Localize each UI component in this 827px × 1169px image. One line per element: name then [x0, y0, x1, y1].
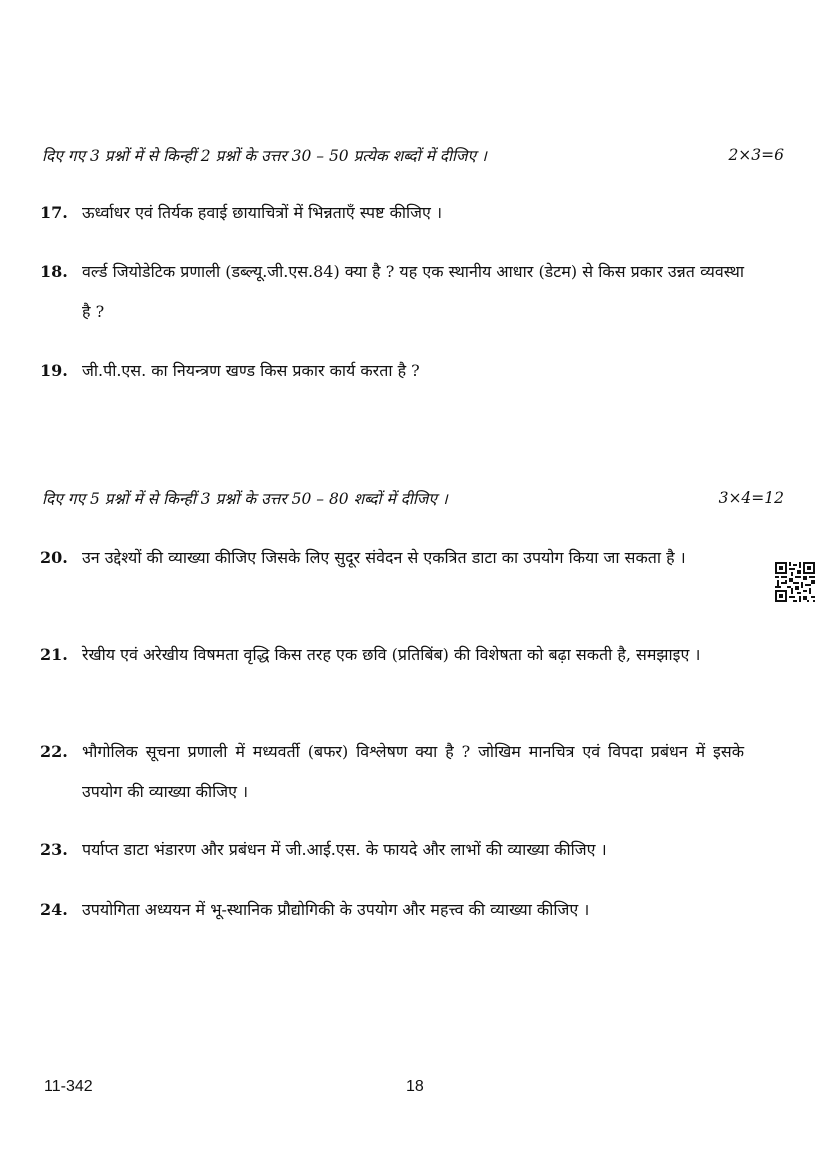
question-22 [40, 732, 744, 812]
section-b-header [42, 485, 784, 511]
question-number: 20. [40, 548, 68, 567]
question-number: 24. [40, 900, 68, 919]
section-b-marks: 3×4=12 [718, 489, 784, 507]
section-a-marks: 2×3=6 [728, 146, 784, 164]
question-24 [40, 890, 744, 930]
question-text: भौगोलिक सूचना प्रणाली में मध्यवर्ती (बफर) विश्लेषण क्या है ? जोखिम मानचित्र एवं विपदा प्रबंधन में इसके उपयोग की व्याख्या कीजिए । [82, 742, 744, 801]
question-text: उपयोगिता अध्ययन में भू-स्थानिक प्रौद्योगिकी के उपयोग और महत्त्व की व्याख्या कीजिए । [82, 900, 590, 919]
question-text: वर्ल्ड जियोडेटिक प्रणाली (डब्ल्यू.जी.एस.84) क्या है ? यह एक स्थानीय आधार (डेटम) से किस प्रकार उन्नत व्यवस्था है ? [82, 262, 744, 321]
section-a-instruction: दिए गए 3 प्रश्नों में से किन्हीं 2 प्रश्नों के उत्तर 30 – 50 प्रत्येक शब्दों में दीजिए । [42, 147, 487, 165]
question-20 [40, 538, 744, 578]
question-18 [40, 252, 744, 332]
question-number: 22. [40, 742, 68, 761]
question-19 [40, 351, 744, 391]
question-text: उन उद्देश्यों की व्याख्या कीजिए जिसके लिए सुदूर संवेदन से एकत्रित डाटा का उपयोग किया जा सकता है । [82, 548, 686, 567]
question-number: 23. [40, 840, 68, 859]
question-23 [40, 830, 744, 870]
question-text: जी.पी.एस. का नियन्त्रण खण्ड किस प्रकार कार्य करता है ? [82, 361, 420, 380]
question-number: 19. [40, 361, 68, 380]
question-21 [40, 635, 744, 675]
question-number: 17. [40, 203, 68, 222]
question-17 [40, 193, 744, 233]
question-number: 21. [40, 645, 68, 664]
section-a-header [42, 142, 784, 168]
question-number: 18. [40, 262, 68, 281]
section-b-instruction: दिए गए 5 प्रश्नों में से किन्हीं 3 प्रश्नों के उत्तर 50 – 80 शब्दों में दीजिए । [42, 490, 448, 508]
paper-code: 11-342 [44, 1078, 93, 1095]
question-text: रेखीय एवं अरेखीय विषमता वृद्धि किस तरह एक छवि (प्रतिबिंब) की विशेषता को बढ़ा सकती है, समझाइए । [82, 645, 701, 664]
page-number: 18 [406, 1078, 424, 1095]
qr-code-icon [775, 562, 815, 602]
question-text: ऊर्ध्वाधर एवं तिर्यक हवाई छायाचित्रों में भिन्नताएँ स्पष्ट कीजिए । [82, 203, 443, 222]
question-text: पर्याप्त डाटा भंडारण और प्रबंधन में जी.आई.एस. के फायदे और लाभों की व्याख्या कीजिए । [82, 840, 607, 859]
